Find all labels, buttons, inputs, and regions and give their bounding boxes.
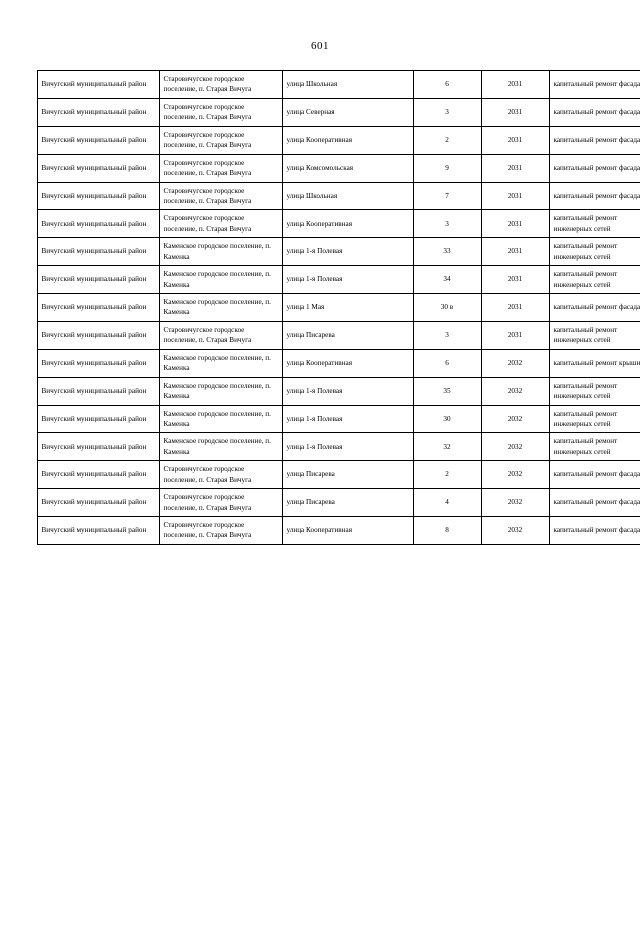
cell-street: улица Кооперативная <box>282 517 413 545</box>
table-row <box>37 210 640 238</box>
cell-house: 3 <box>413 321 481 349</box>
cell-settlement: Каменское городское поселение, п. Каменка <box>159 433 282 461</box>
cell-region: Вичугский муниципальный район <box>37 182 159 210</box>
table-row <box>37 349 640 377</box>
cell-settlement: Каменское городское поселение, п. Каменка <box>159 405 282 433</box>
cell-year: 2031 <box>481 182 549 210</box>
cell-settlement: Старовичугское городское поселение, п. Старая Вичуга <box>159 210 282 238</box>
cell-house: 6 <box>413 71 481 99</box>
cell-region: Вичугский муниципальный район <box>37 98 159 126</box>
cell-street: улица Кооперативная <box>282 126 413 154</box>
cell-house: 3 <box>413 210 481 238</box>
cell-work-type: капитальный ремонт фасада <box>549 489 640 517</box>
cell-year: 2032 <box>481 433 549 461</box>
cell-street: улица Писарева <box>282 321 413 349</box>
cell-region: Вичугский муниципальный район <box>37 405 159 433</box>
cell-settlement: Каменское городское поселение, п. Каменка <box>159 238 282 266</box>
table-container <box>37 70 604 545</box>
cell-work-type: капитальный ремонт фасада <box>549 182 640 210</box>
cell-house: 3 <box>413 98 481 126</box>
cell-year: 2032 <box>481 349 549 377</box>
cell-region: Вичугский муниципальный район <box>37 126 159 154</box>
cell-settlement: Старовичугское городское поселение, п. Старая Вичуга <box>159 321 282 349</box>
cell-settlement: Каменское городское поселение, п. Каменка <box>159 266 282 294</box>
cell-region: Вичугский муниципальный район <box>37 210 159 238</box>
cell-street: улица Комсомольская <box>282 154 413 182</box>
cell-year: 2031 <box>481 126 549 154</box>
cell-work-type: капитальный ремонт фасада <box>549 154 640 182</box>
cell-house: 34 <box>413 266 481 294</box>
cell-house: 30 <box>413 405 481 433</box>
cell-street: улица Северная <box>282 98 413 126</box>
cell-work-type: капитальный ремонт инженерных сетей <box>549 405 640 433</box>
cell-house: 7 <box>413 182 481 210</box>
cell-street: улица 1-я Полевая <box>282 405 413 433</box>
cell-house: 30 в <box>413 294 481 322</box>
cell-year: 2032 <box>481 405 549 433</box>
cell-work-type: капитальный ремонт инженерных сетей <box>549 266 640 294</box>
cell-street: улица Школьная <box>282 71 413 99</box>
cell-house: 4 <box>413 489 481 517</box>
cell-year: 2031 <box>481 154 549 182</box>
cell-house: 9 <box>413 154 481 182</box>
cell-settlement: Старовичугское городское поселение, п. Старая Вичуга <box>159 182 282 210</box>
cell-settlement: Старовичугское городское поселение, п. Старая Вичуга <box>159 126 282 154</box>
cell-settlement: Каменское городское поселение, п. Каменка <box>159 377 282 405</box>
table-row <box>37 266 640 294</box>
cell-work-type: капитальный ремонт крыши <box>549 349 640 377</box>
cell-street: улица Школьная <box>282 182 413 210</box>
table-row <box>37 321 640 349</box>
table-body <box>37 71 640 545</box>
cell-region: Вичугский муниципальный район <box>37 489 159 517</box>
cell-street: улица Писарева <box>282 489 413 517</box>
cell-house: 33 <box>413 238 481 266</box>
cell-year: 2031 <box>481 98 549 126</box>
cell-settlement: Старовичугское городское поселение, п. Старая Вичуга <box>159 489 282 517</box>
table-row <box>37 517 640 545</box>
cell-street: улица 1-я Полевая <box>282 377 413 405</box>
cell-region: Вичугский муниципальный район <box>37 238 159 266</box>
cell-year: 2031 <box>481 238 549 266</box>
cell-region: Вичугский муниципальный район <box>37 321 159 349</box>
cell-year: 2032 <box>481 517 549 545</box>
cell-street: улица Кооперативная <box>282 349 413 377</box>
cell-year: 2032 <box>481 377 549 405</box>
cell-region: Вичугский муниципальный район <box>37 377 159 405</box>
cell-settlement: Старовичугское городское поселение, п. Старая Вичуга <box>159 98 282 126</box>
cell-house: 2 <box>413 126 481 154</box>
cell-house: 32 <box>413 433 481 461</box>
cell-settlement: Старовичугское городское поселение, п. Старая Вичуга <box>159 154 282 182</box>
cell-work-type: капитальный ремонт фасада <box>549 71 640 99</box>
cell-region: Вичугский муниципальный район <box>37 461 159 489</box>
table-row <box>37 377 640 405</box>
cell-region: Вичугский муниципальный район <box>37 266 159 294</box>
cell-house: 8 <box>413 517 481 545</box>
cell-year: 2031 <box>481 210 549 238</box>
cell-street: улица 1-я Полевая <box>282 266 413 294</box>
cell-house: 6 <box>413 349 481 377</box>
cell-year: 2031 <box>481 294 549 322</box>
table-row <box>37 98 640 126</box>
table-row <box>37 294 640 322</box>
cell-settlement: Каменское городское поселение, п. Каменка <box>159 294 282 322</box>
cell-work-type: капитальный ремонт фасада <box>549 126 640 154</box>
cell-street: улица 1-я Полевая <box>282 238 413 266</box>
table-row <box>37 126 640 154</box>
table-row <box>37 182 640 210</box>
table-row <box>37 433 640 461</box>
cell-settlement: Старовичугское городское поселение, п. Старая Вичуга <box>159 517 282 545</box>
cell-settlement: Старовичугское городское поселение, п. Старая Вичуга <box>159 461 282 489</box>
table-row <box>37 461 640 489</box>
cell-year: 2032 <box>481 489 549 517</box>
cell-house: 35 <box>413 377 481 405</box>
cell-work-type: капитальный ремонт фасада <box>549 294 640 322</box>
table-row <box>37 71 640 99</box>
cell-year: 2031 <box>481 321 549 349</box>
capital-repair-table <box>37 70 640 545</box>
page-number: 601 <box>0 40 640 52</box>
cell-settlement: Старовичугское городское поселение, п. Старая Вичуга <box>159 71 282 99</box>
cell-street: улица Кооперативная <box>282 210 413 238</box>
cell-street: улица Писарева <box>282 461 413 489</box>
cell-work-type: капитальный ремонт фасада <box>549 517 640 545</box>
cell-settlement: Каменское городское поселение, п. Каменка <box>159 349 282 377</box>
table-row <box>37 405 640 433</box>
cell-house: 2 <box>413 461 481 489</box>
cell-year: 2031 <box>481 266 549 294</box>
cell-region: Вичугский муниципальный район <box>37 517 159 545</box>
cell-work-type: капитальный ремонт инженерных сетей <box>549 377 640 405</box>
cell-region: Вичугский муниципальный район <box>37 154 159 182</box>
cell-street: улица 1 Мая <box>282 294 413 322</box>
cell-work-type: капитальный ремонт фасада <box>549 98 640 126</box>
cell-work-type: капитальный ремонт инженерных сетей <box>549 321 640 349</box>
cell-year: 2032 <box>481 461 549 489</box>
document-page <box>0 40 640 945</box>
cell-work-type: капитальный ремонт инженерных сетей <box>549 433 640 461</box>
cell-region: Вичугский муниципальный район <box>37 294 159 322</box>
table-row <box>37 238 640 266</box>
cell-region: Вичугский муниципальный район <box>37 71 159 99</box>
cell-work-type: капитальный ремонт инженерных сетей <box>549 210 640 238</box>
cell-work-type: капитальный ремонт инженерных сетей <box>549 238 640 266</box>
cell-street: улица 1-я Полевая <box>282 433 413 461</box>
table-row <box>37 154 640 182</box>
table-row <box>37 489 640 517</box>
cell-year: 2031 <box>481 71 549 99</box>
cell-region: Вичугский муниципальный район <box>37 433 159 461</box>
cell-region: Вичугский муниципальный район <box>37 349 159 377</box>
cell-work-type: капитальный ремонт фасада <box>549 461 640 489</box>
